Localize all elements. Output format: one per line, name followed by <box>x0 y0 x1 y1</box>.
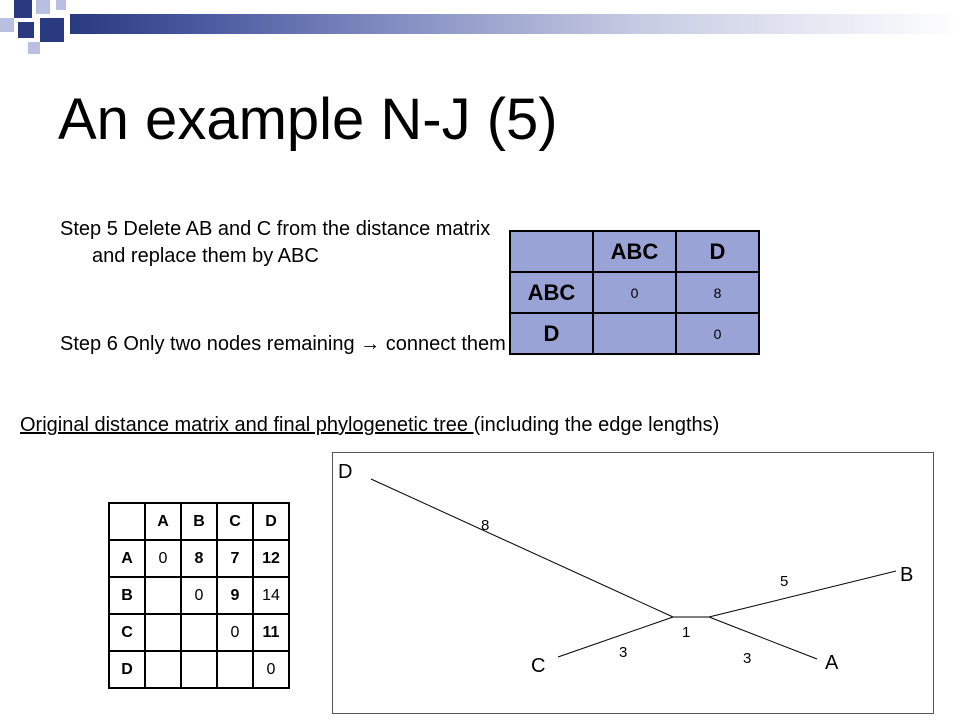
tree-svg <box>333 453 933 713</box>
decor-square <box>18 22 34 38</box>
matrix-cell <box>145 651 181 688</box>
decor-square <box>40 18 64 42</box>
edge-d <box>371 479 673 617</box>
edge-b <box>709 571 896 617</box>
matrix-cell: 9 <box>217 577 253 614</box>
reduced-distance-matrix <box>509 230 760 355</box>
slide-title: An example N-J (5) <box>58 87 558 152</box>
edge-length-d: 8 <box>481 517 490 534</box>
caption-underlined: Original distance matrix and final phylogenetic tree <box>20 414 474 436</box>
table-row <box>109 503 289 540</box>
table-row <box>109 614 289 651</box>
column-header: B <box>181 503 217 540</box>
row-header: D <box>109 651 145 688</box>
header-gradient-strip <box>70 14 960 34</box>
table-row <box>510 313 759 354</box>
node-label-c: C <box>531 655 546 677</box>
matrix-cell <box>217 651 253 688</box>
step6-text-after: connect them <box>380 333 506 355</box>
row-header: B <box>109 577 145 614</box>
step6-text <box>60 331 512 358</box>
node-label-b: B <box>900 564 914 586</box>
caption <box>20 414 719 437</box>
column-header: D <box>676 231 759 272</box>
node-label-a: A <box>825 652 839 674</box>
matrix-cell: 0 <box>593 272 676 313</box>
step5-text: Step 5 Delete AB and C from the distance matrix and replace them by ABC <box>60 218 491 267</box>
decor-square <box>56 0 66 10</box>
column-header: A <box>145 503 181 540</box>
row-header: ABC <box>510 272 593 313</box>
matrix-cell <box>593 313 676 354</box>
matrix-cell: 7 <box>217 540 253 577</box>
matrix-cell: 0 <box>145 540 181 577</box>
corner-cell <box>109 503 145 540</box>
matrix-cell: 11 <box>253 614 289 651</box>
node-label-d: D <box>338 461 353 483</box>
edge-length-a: 3 <box>743 650 752 667</box>
edge-a <box>709 617 817 659</box>
matrix-cell: 0 <box>253 651 289 688</box>
matrix-cell <box>145 614 181 651</box>
column-header: ABC <box>593 231 676 272</box>
matrix-cell <box>145 577 181 614</box>
decor-square <box>0 18 14 32</box>
edge-length-internal: 1 <box>682 624 691 641</box>
table-row <box>109 540 289 577</box>
matrix-cell: 12 <box>253 540 289 577</box>
table-row <box>109 651 289 688</box>
edge-length-c: 3 <box>619 644 628 661</box>
table-row <box>510 272 759 313</box>
caption-rest: (including the edge lengths) <box>473 414 720 436</box>
decor-square <box>28 42 40 54</box>
table-row <box>109 577 289 614</box>
corner-cell <box>510 231 593 272</box>
table-row <box>510 231 759 272</box>
matrix-cell: 8 <box>181 540 217 577</box>
matrix-cell <box>181 614 217 651</box>
edge-c <box>558 617 673 657</box>
edge-length-b: 5 <box>780 573 789 590</box>
matrix-cell: 0 <box>676 313 759 354</box>
matrix-cell <box>181 651 217 688</box>
matrix-cell: 0 <box>217 614 253 651</box>
arrow-right-icon: → <box>360 333 381 355</box>
matrix-cell: 14 <box>253 577 289 614</box>
original-distance-matrix <box>108 502 290 689</box>
column-header: C <box>217 503 253 540</box>
matrix-cell: 0 <box>181 577 217 614</box>
row-header: A <box>109 540 145 577</box>
phylogenetic-tree <box>332 452 934 714</box>
decor-square <box>36 0 50 14</box>
step6-text-before: Step 6 Only two nodes remaining <box>60 333 361 355</box>
matrix-cell: 8 <box>676 272 759 313</box>
row-header: C <box>109 614 145 651</box>
header-decoration <box>0 0 960 40</box>
decor-square <box>14 0 32 18</box>
column-header: D <box>253 503 289 540</box>
row-header: D <box>510 313 593 354</box>
